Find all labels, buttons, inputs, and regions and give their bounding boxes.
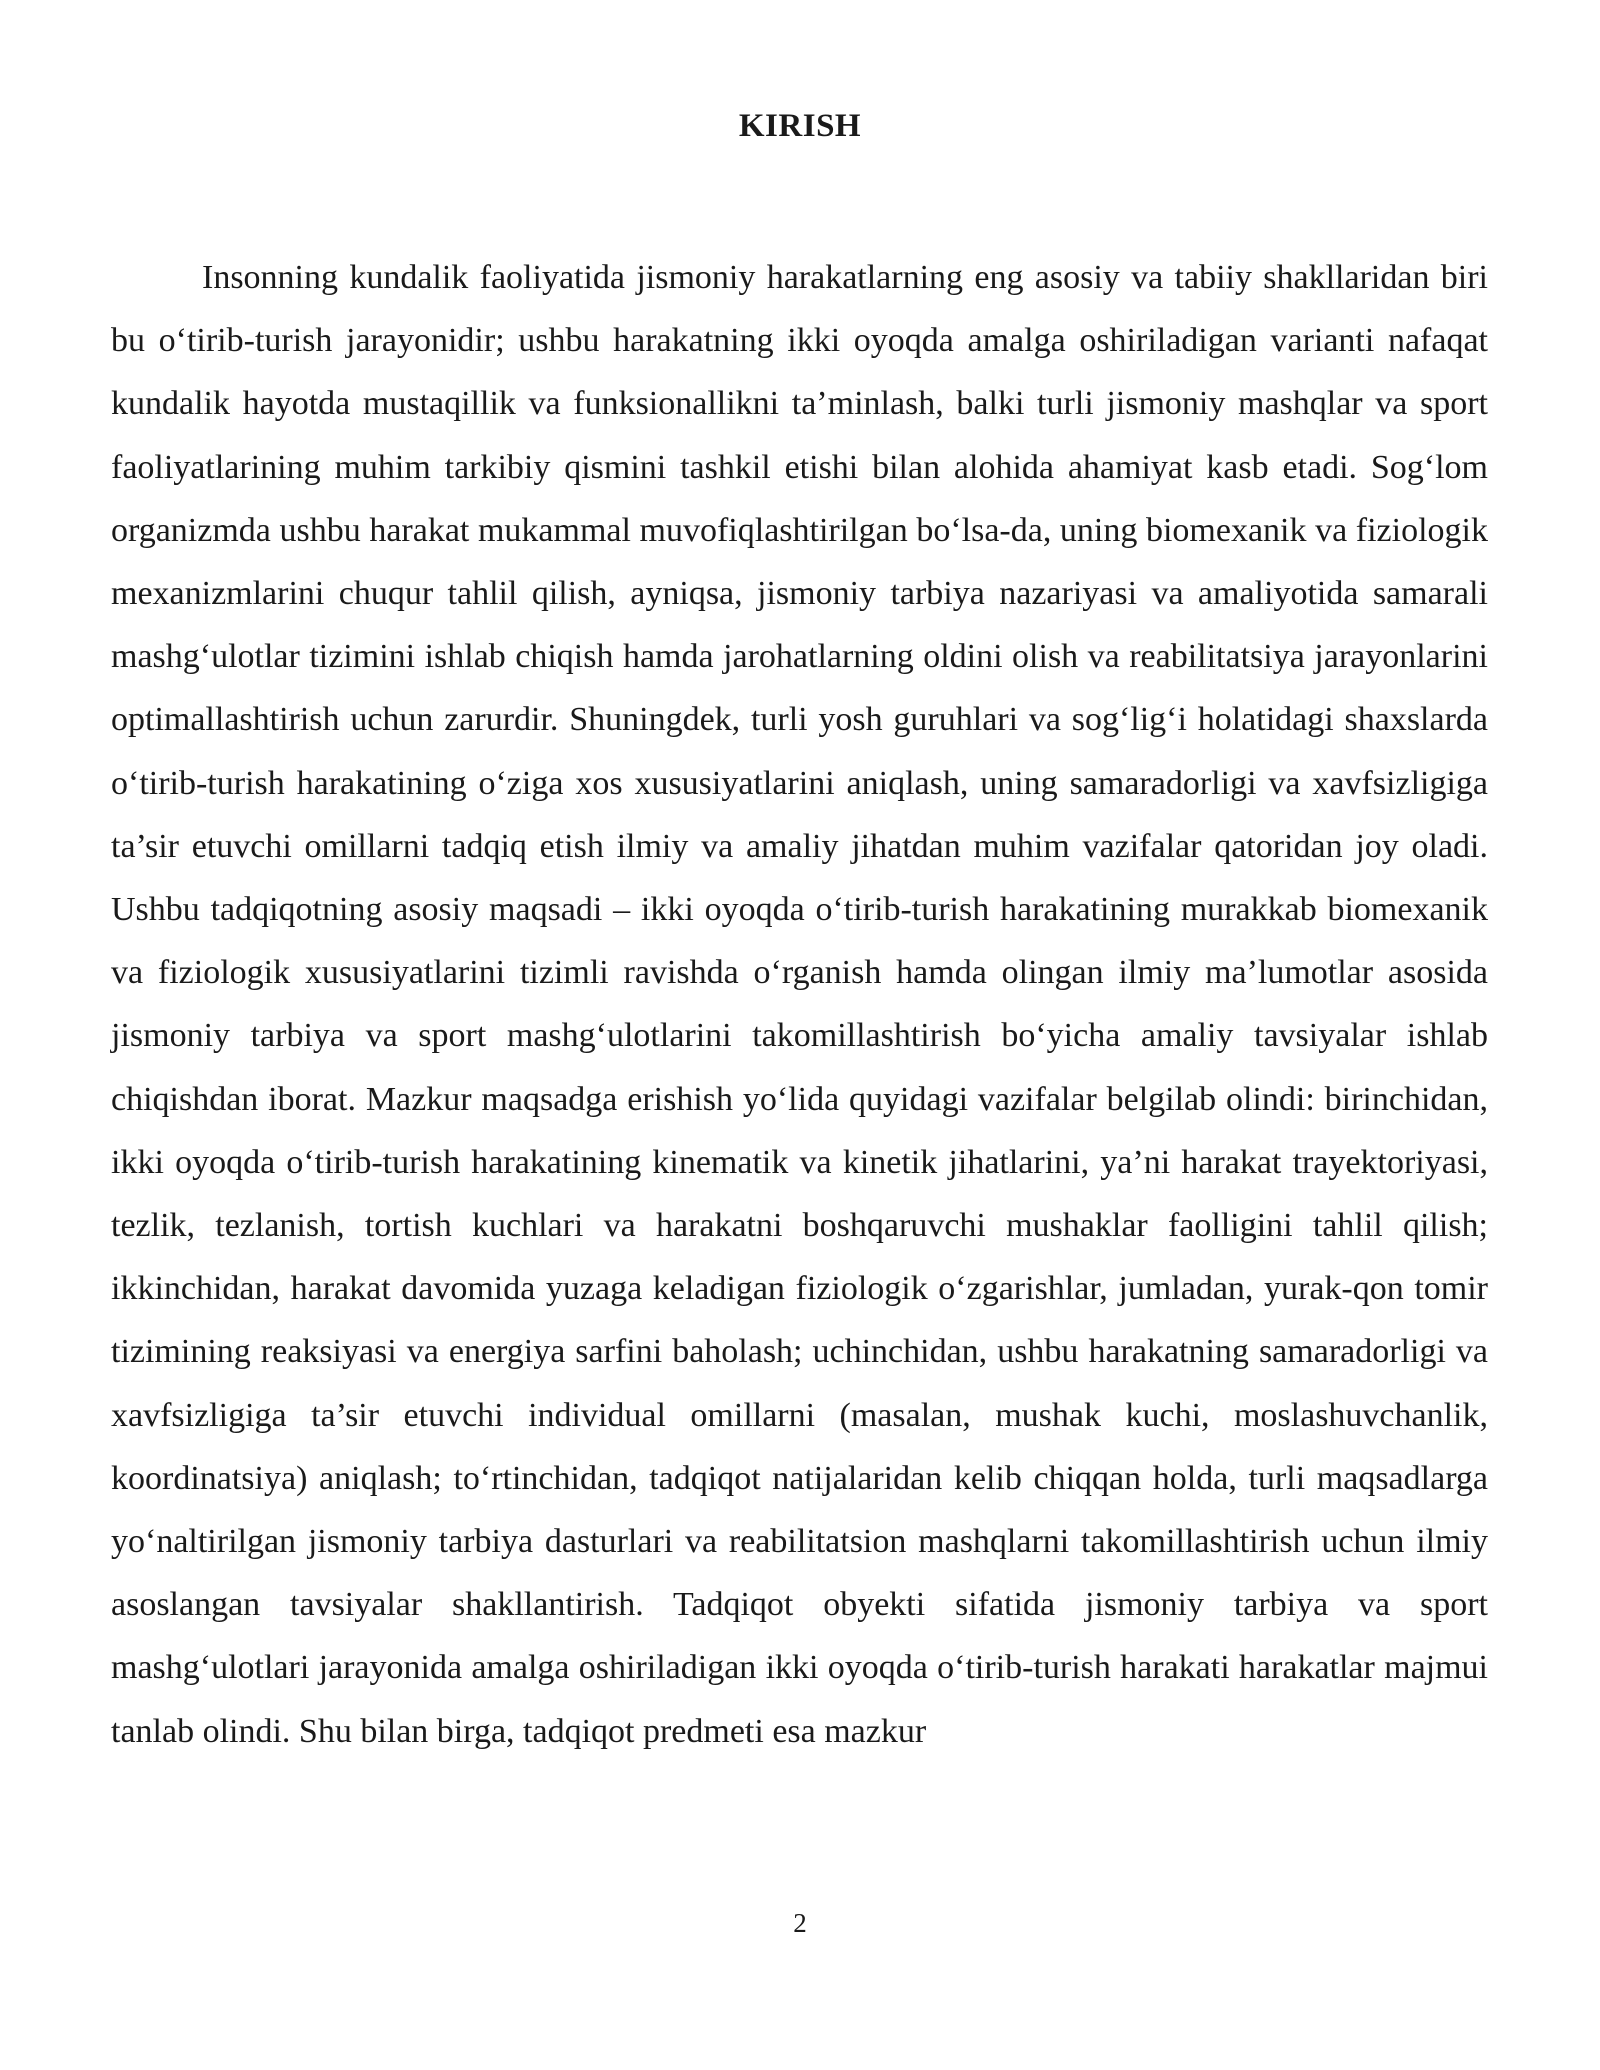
page-number: 2 <box>793 1908 807 1938</box>
page-title: KIRISH <box>738 108 862 144</box>
body-paragraph <box>111 246 1488 1763</box>
paragraph-text: Insonning kundalik faoliyatida jismoniy harakatlarning eng asosiy va tabiiy shakllaridan biri bu o‘tirib-turish jarayonidir; ushbu harakatning ikki oyoqda amalga oshiriladigan varianti nafaqat kundalik hayotda mustaqillik va funksionallikni ta’minlash, balki turli jismoniy mashqlar va sport faoliyatlarining muhim tarkibiy qismini tashkil etishi bilan alohida ahamiyat kasb etadi. Sog‘lom organizmda ushbu harakat mukammal muvofiqlashtirilgan bo‘lsa-da, uning biomexanik va fiziologik mexanizmlarini chuqur tahlil qilish, ayniqsa, jismoniy tarbiya nazariyasi va amaliyotida samarali mashg‘ulotlar tizimini ishlab chiqish hamda jarohatlarning oldini olish va reabilitatsiya jarayonlarini optimallashtirish uchun zarurdir. Shuningdek, turli yosh guruhlari va sog‘lig‘i holatidagi shaxslarda o‘tirib-turish harakatining o‘ziga xos xususiyatlarini aniqlash, uning samaradorligi va xavfsizligiga ta’sir etuvchi omillarni tadqiq etish ilmiy va amaliy jihatdan muhim vazifalar qatoridan joy oladi. Ushbu tadqiqotning asosiy maqsadi – ikki oyoqda o‘tirib-turish harakatining murakkab biomexanik va fiziologik xususiyatlarini tizimli ravishda o‘rganish hamda olingan ilmiy ma’lumotlar asosida jismoniy tarbiya va sport mashg‘ulotlarini takomillashtirish bo‘yicha amaliy tavsiyalar ishlab chiqishdan iborat. Mazkur maqsadga erishish yo‘lida quyidagi vazifalar belgilab olindi: birinchidan, ikki oyoqda o‘tirib-turish harakatining kinematik va kinetik jihatlarini, ya’ni harakat trayektoriyasi, tezlik, tezlanish, tortish kuchlari va harakatni boshqaruvchi mushaklar faolligini tahlil qilish; ikkinchidan, harakat davomida yuzaga keladigan fiziologik o‘zgarishlar, jumladan, yurak-qon tomir tizimining reaksiyasi va energiya sarfini baholash; uchinchidan, ushbu harakatning samaradorligi va xavfsizligiga ta’sir etuvchi individual omillarni (masalan, mushak kuchi, moslashuvchanlik, koordinatsiya) aniqlash; to‘rtinchidan, tadqiqot natijalaridan kelib chiqqan holda, turli maqsadlarga yo‘naltirilgan jismoniy tarbiya dasturlari va reabilitatsion mashqlarni takomillashtirish uchun ilmiy asoslangan tavsiyalar shakllantirish. Tadqiqot obyekti sifatida jismoniy tarbiya va sport mashg‘ulotlari jarayonida amalga oshiriladigan ikki oyoqda o‘tirib-turish harakati harakatlar majmui tanlab olindi. Shu bilan birga, tadqiqot predmeti esa mazkur <box>111 259 1488 1750</box>
